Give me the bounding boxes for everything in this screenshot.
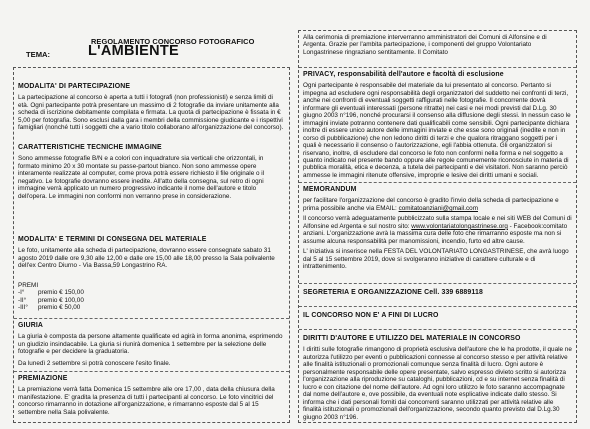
website-link[interactable]: www.volontariatolongastrinese.org bbox=[411, 222, 508, 230]
section-diritti bbox=[303, 335, 572, 421]
prize-place: -I° bbox=[18, 289, 25, 297]
section-nofini bbox=[303, 312, 572, 323]
section-title: PRIVACY, responsabilità dell'autore e facoltà di esclusione bbox=[303, 71, 504, 78]
section-divider bbox=[14, 371, 289, 372]
section-divider bbox=[299, 182, 576, 183]
section-text: Ogni partecipante è responsabile del materiale da lui presentato al concorso. Pertanto si impegna ad escludere ogni responsabilità degli organizzatori del suddetto nei confronti di terzi, anche nei confronti di eventuali soggetti raffigurati nelle fotografie. Il concorrente dovrà informare gli eventuali interessati (persone ritratte) nei casi e nei modi previsti dal D.Lg. 30 giugno 2003 n°196, nonché procurarsi il consenso alla diffusione degli stessi. In nessun caso le immagini inviate potranno contenere dati qualificabili come sensibili. Ogni partecipante dichiara inoltre di essere unico autore delle immagini inviate e che esse sono originali (inedite e non in corso di pubblicazione) che non ledono diritti di terzi e che qualora ritraggano soggetti per i quali è necessario il consenso o l'autorizzazione, egli l'abbia ottenuta. Gli organizzatori si riservano, inoltre, di escludere dal concorso le foto non conformi nella forma e nel soggetto a quanto indicato nel presente bando oppure alle regole comunemente riconosciute in materia di pubblica moralità, etica e decenza, a tutela dei partecipanti e dei visitatori. Non saranno perciò ammesse le immagini ritenute offensive, improprie e lesive dei diritti umani e sociali. bbox=[303, 82, 571, 179]
section-premiazione bbox=[18, 375, 285, 416]
document-header bbox=[0, 34, 300, 68]
prize-amount: premio € 150,00 bbox=[38, 289, 84, 297]
prizes-title: PREMI bbox=[18, 282, 39, 289]
memo-text: Il concorso verrà adeguatamente pubblicizzato sulla stampa locale e nei siti WEB del Comuni di Alfonsine ed Argenta e sul nostro sito: bbox=[303, 215, 572, 230]
section-text: La partecipazione al concorso è aperta a tutti i fotografi (non professionisti) e senza limiti di età. Ogni partecipante potrà presentare un massimo di 2 fotografie da inviare unitamente alla scheda di iscrizione debitamente compilata e firmata. La quota di partecipazione è fissata in € 5,00 per fotografia. Sono esclusi dalla gara i membri della commissione giudicante e i rispettivi famigliari (nonché tutti i soggetti che a vario titolo collaborano all'organizzazione del concorso). bbox=[18, 94, 284, 132]
section-text bbox=[303, 197, 572, 212]
section-title: MODALITA' E TERMINI DI CONSEGNA DEL MATERIALE bbox=[18, 236, 207, 243]
section-giuria bbox=[18, 322, 285, 367]
section-privacy bbox=[303, 71, 572, 179]
prize-place: -II° bbox=[18, 296, 27, 304]
section-divider bbox=[14, 318, 289, 319]
theme-value: L'AMBIENTE bbox=[88, 43, 180, 59]
section-ceremony bbox=[303, 34, 572, 56]
memo-text: - Facebook:comitato anziani. L'organizzazione avrà la massima cura delle foto che rimarranno esposte ma non si assume alcuna responsabilità per manomissioni, incendio, furto ed altre cause. bbox=[303, 222, 568, 245]
prize-amount: premio € 50,00 bbox=[38, 304, 81, 312]
left-column bbox=[13, 67, 290, 423]
section-text: Sono ammesse fotografie B/N e a colori con inquadrature sia verticali che orizzontali, in formato minimo 20 x 30 montate su passe-partout bianco. Non sono ammesse opere interamente realizzate al computer, come prova potrà essere richiesto il file originale o il negativo. Le fotografie dovranno essere inedite. All'atto della consegna, sul retro di ogni immagine verrà applicato un numero progressivo indicante il nome dell'autore e titolo dell'opera. Le immagini non conformi non verranno prese in considerazione. bbox=[18, 155, 265, 200]
section-title: DIRITTI D'AUTORE E UTILIZZO DEL MATERIALE IN CONCORSO bbox=[303, 335, 521, 342]
section-text: Alla cerimonia di premiazione interverranno amministratori dei Comuni di Alfonsine e di Argenta. Grazie per l'ambita partecipazione, i componenti del gruppo Volontariato Longastrinese ringraziano sentitamente. Il Comitato bbox=[303, 34, 547, 56]
section-modalita bbox=[18, 83, 285, 132]
section-text: La premiazione verrà fatta Domenica 15 settembre alle ore 17,00 , data della chiusura della manifestazione. E' gradita la presenza di tutti i partecipanti al concorso. Le foto vincitrici del concorso rimarranno in dotazione all'organizzazione, e rimarranno esposte dal 5 al 15 settembre nella Sala polivalente. bbox=[18, 386, 275, 416]
prize-row bbox=[18, 289, 285, 296]
section-title: GIURIA bbox=[18, 322, 44, 329]
prize-amount: premio € 100,00 bbox=[38, 296, 84, 304]
prize-row bbox=[18, 297, 285, 304]
section-consegna bbox=[18, 236, 285, 270]
section-text: I diritti sulle fotografie rimangono di proprietà esclusiva dell'autore che le ha prodotte, il quale ne autorizza l'utilizzo per eventi o pubblicazioni connesse al concorso stesso e per attività relative alle finalità istituzionali o promozionali comunque senza finalità di lucro. Ogni autore è personalmente responsabile delle opere presentate, salvo espresso divieto scritto si autorizza l'organizzazione alla riproduzione su cataloghi, pubblicazioni, cd e su internet senza finalità di lucro e con citazione del nome dell'autore. Ad ogni loro utilizzo le foto saranno accompagnate dal nome dell'autore e, ove possibile, da eventuali note esplicative indicate dallo stesso. Si informa che i dati personali forniti dai concorrenti saranno utilizzati per attività relative alle finalità istituzionali o promozionali dell'organizzazione, secondo quanto previsto dal D.Lg.30 giugno 2003 n°196. bbox=[303, 346, 572, 421]
section-title: CARATTERISTICHE TECNICHE IMMAGINE bbox=[18, 144, 162, 151]
section-title: PREMIAZIONE bbox=[18, 375, 68, 382]
section-memorandum bbox=[303, 186, 572, 271]
section-text: La giuria è composta da persone altamente qualificate ed agirà in forma anonima, esprimendo un giudizio insindacabile. La giuria si riunirà domenica 1 settembre per la selezione delle fotografie e per decidere la graduatoria. bbox=[18, 333, 283, 356]
section-segreteria bbox=[303, 289, 572, 300]
section-text: Le foto, unitamente alla scheda di partecipazione, dovranno essere consegnate sabato 31 agosto 2019 dalle ore 9,30 alle 12,00 e dalle ore 15,00 alle 18,00 presso la Sala polivalente dell'ex Centro Diurno - Via Bassa,59 Longastrino RA. bbox=[18, 247, 275, 270]
section-divider bbox=[299, 67, 576, 68]
section-caratteristiche bbox=[18, 144, 285, 200]
regulation-title: REGOLAMENTO CONCORSO FOTOGRAFICO bbox=[91, 37, 255, 46]
section-premi bbox=[18, 282, 285, 312]
right-column bbox=[298, 30, 577, 423]
prize-place: -III° bbox=[18, 304, 28, 312]
section-text: Da lunedì 2 settembre si potrà conoscere l'esito finale. bbox=[18, 359, 171, 367]
section-text: L' iniziativa si inserisce nella FESTA DEL VOLONTARIATO LONGASTRINESE, che avrà luogo dal 5 al 15 settembre 2019, dove si svolgeranno iniziative di carattere culturale e di intrattenimento. bbox=[303, 248, 569, 271]
section-divider bbox=[299, 329, 576, 330]
email-link[interactable]: comitatoanziani@gmail.com bbox=[398, 204, 478, 212]
section-title: MODALITA' DI PARTECIPAZIONE bbox=[18, 83, 131, 90]
theme-label: TEMA: bbox=[26, 50, 51, 59]
section-text bbox=[303, 215, 572, 245]
section-title: MEMORANDUM bbox=[303, 186, 357, 193]
prize-row bbox=[18, 304, 285, 311]
section-title: SEGRETERIA E ORGANIZZAZIONE Cell. 339 6889118 bbox=[303, 289, 483, 296]
section-divider bbox=[299, 306, 576, 307]
section-divider bbox=[299, 283, 576, 284]
section-title: IL CONCORSO NON E' A FINI DI LUCRO bbox=[303, 312, 439, 319]
memo-text: per facilitare l'organizzazione del concorso è gradito l'invio della scheda di partecipazione e prima possibile anche via EMAIL: bbox=[303, 197, 559, 212]
